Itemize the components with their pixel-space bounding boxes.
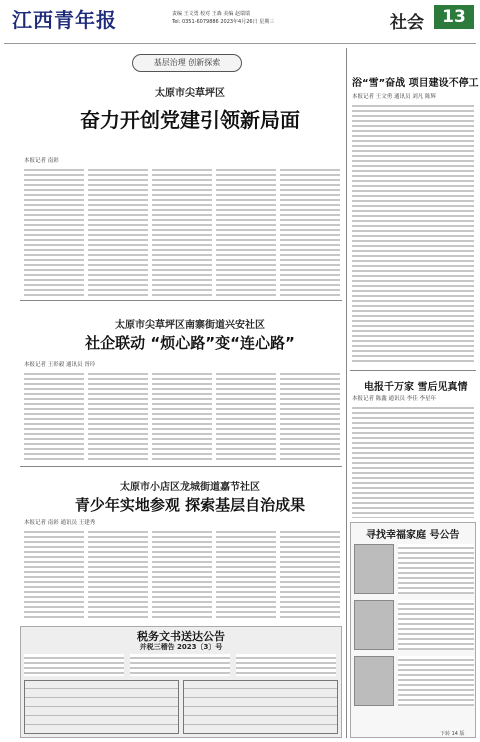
notice-entry-3 [398, 656, 474, 706]
article2-col1 [24, 370, 84, 462]
tax-notice-title: 税务文书送达公告 [137, 630, 225, 643]
notice-entry-2 [398, 600, 474, 650]
article2-byline: 本报记者 王彰毅 通讯员 胥玲 [24, 362, 96, 368]
right1-title: 浴“雪”奋战 项目建设不停工 [352, 78, 479, 89]
right1-byline: 本报记者 王文勇 通讯员 刘凡 陈辉 [352, 94, 436, 100]
tax-table-right [183, 680, 338, 734]
article2-col5 [280, 370, 340, 462]
right2-body [352, 404, 474, 518]
header-info [172, 10, 352, 26]
article3-col4 [216, 528, 276, 620]
table-row [25, 690, 178, 698]
section-name: 社会 [390, 13, 424, 33]
article2-title: 社企联动 “烦心路”变“连心路” [85, 334, 295, 352]
notice-entry-1 [398, 544, 474, 594]
article1-byline: 本报记者 南彩 [24, 158, 59, 164]
page-number: 13 [434, 5, 474, 29]
topic-tag: 基层治理 创新探索 [132, 54, 242, 72]
article3-byline: 本报记者 南彩 通讯员 王建秀 [24, 520, 96, 526]
article1-subtitle: 太原市尖草坪区 [155, 88, 225, 99]
right2-title: 电报千万家 雪后见真情 [364, 382, 468, 393]
table-row [184, 708, 337, 716]
article3-col5 [280, 528, 340, 620]
article1-title: 奋力开创党建引领新局面 [80, 108, 300, 132]
article1-col1 [24, 166, 84, 296]
person-photo [354, 656, 394, 706]
tax-notice-text1 [24, 654, 124, 676]
table-row [184, 717, 337, 725]
article2-col3 [152, 370, 212, 462]
article1-col4 [216, 166, 276, 296]
article3-col3 [152, 528, 212, 620]
tax-notice-text3 [236, 654, 336, 676]
person-photo [354, 544, 394, 594]
divider [20, 300, 342, 301]
article3-title: 青少年实地参观 探索基层自治成果 [74, 496, 306, 514]
right3-title: 寻找幸福家庭 号公告 [366, 530, 460, 541]
header-contact: Tel: 0351-6079886 2023年4月26日 星期三 [172, 19, 275, 25]
divider [350, 370, 476, 371]
table-row [184, 690, 337, 698]
article2-subtitle: 太原市尖草坪区南寨街道兴安社区 [115, 320, 265, 331]
person-photo [354, 600, 394, 650]
article3-subtitle: 太原市小店区龙城街道嘉节社区 [120, 482, 260, 493]
tax-notice-subtitle: 并税三稽告 2023〔3〕号 [139, 643, 223, 651]
table-row [184, 681, 337, 689]
divider [20, 466, 342, 467]
tax-table-left [24, 680, 179, 734]
article1-col2 [88, 166, 148, 296]
header-editors: 责编 王文勇 校对 王森 美编 赵瑞瑞 [172, 11, 250, 17]
article1-col5 [280, 166, 340, 296]
table-row [184, 699, 337, 707]
article2-col4 [216, 370, 276, 462]
column-divider [346, 48, 347, 738]
right1-body [352, 102, 474, 364]
table-row [25, 681, 178, 689]
continued-note: 下转 14 版 [440, 731, 465, 737]
table-row [25, 708, 178, 716]
article3-col2 [88, 528, 148, 620]
article1-col3 [152, 166, 212, 296]
table-row [25, 717, 178, 725]
masthead [4, 2, 476, 44]
newspaper-brand: 江西青年报 [12, 8, 117, 32]
right2-byline: 本报记者 陈鑫 通讯员 李佳 李星年 [352, 396, 436, 402]
article3-col1 [24, 528, 84, 620]
tax-notice-text2 [130, 654, 230, 676]
table-row [25, 699, 178, 707]
article2-col2 [88, 370, 148, 462]
